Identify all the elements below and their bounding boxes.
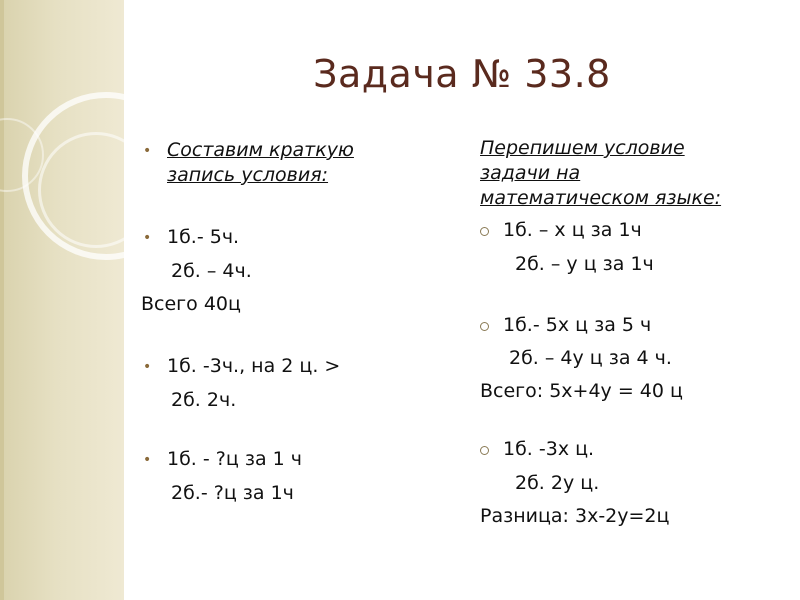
- right-header-line-3: математическом языке:: [480, 187, 722, 209]
- slide-title: Задача № 33.8: [313, 52, 611, 96]
- right-header-line-1: Перепишем условие: [480, 137, 685, 159]
- left-line-3: Всего 40ц: [141, 293, 241, 315]
- bullet-dot-icon: •: [143, 452, 152, 468]
- left-line-5: 2б. 2ч.: [171, 389, 237, 411]
- left-line-4: 1б. -3ч., на 2 ц. >: [167, 355, 341, 377]
- ring-bullet-icon: [480, 227, 489, 236]
- bullet-dot-icon: •: [143, 359, 152, 375]
- left-line-7: 2б.- ?ц за 1ч: [171, 482, 294, 504]
- decorative-side-band: [0, 0, 124, 600]
- ring-bullet-icon: [480, 322, 489, 331]
- right-line-3: 1б.- 5х ц за 5 ч: [503, 314, 652, 336]
- left-header-line-2: запись условия:: [167, 164, 329, 186]
- right-line-4: 2б. – 4у ц за 4 ч.: [509, 347, 672, 369]
- right-line-7: 2б. 2у ц.: [515, 472, 600, 494]
- ring-bullet-icon: [480, 446, 489, 455]
- band-edge: [0, 0, 4, 600]
- left-line-1: 1б.- 5ч.: [167, 226, 240, 248]
- right-line-6: 1б. -3х ц.: [503, 438, 595, 460]
- bullet-dot-icon: •: [143, 143, 152, 159]
- right-line-5: Всего: 5х+4у = 40 ц: [480, 380, 683, 402]
- left-line-6: 1б. - ?ц за 1 ч: [167, 448, 302, 470]
- right-line-8: Разница: 3х-2у=2ц: [480, 505, 670, 527]
- right-header-line-2: задачи на: [480, 162, 581, 184]
- right-line-1: 1б. – х ц за 1ч: [503, 219, 642, 241]
- bullet-dot-icon: •: [143, 230, 152, 246]
- left-line-2: 2б. – 4ч.: [171, 260, 252, 282]
- right-line-2: 2б. – у ц за 1ч: [515, 253, 654, 275]
- left-header-line-1: Составим краткую: [167, 139, 354, 161]
